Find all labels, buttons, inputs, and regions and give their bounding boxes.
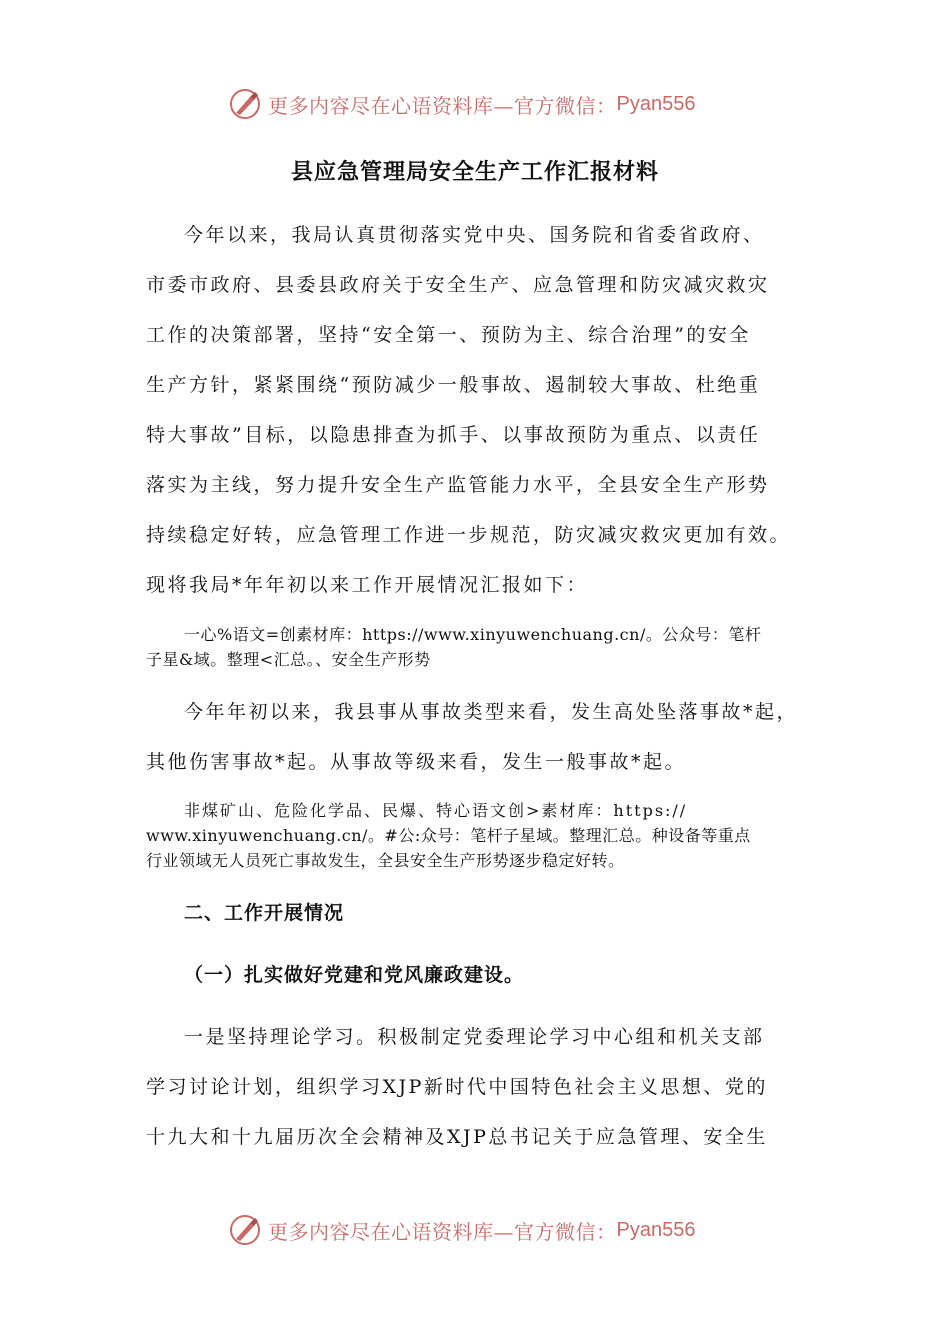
intro-line: 市委市政府、县委县政府关于安全生产、应急管理和防灾减灾救灾 — [146, 274, 770, 296]
note-line: 行业领域无人员死亡事故发生，全县安全生产形势逐步稳定好转。 — [146, 851, 625, 870]
intro-line: 生产方针，紧紧围绕“预防减少一般事故、遏制较大事故、杜绝重 — [146, 374, 761, 396]
banner-wechat-id: Pyan556 — [616, 92, 696, 115]
intro-line: 落实为主线，努力提升安全生产监管能力水平，全县安全生产形势 — [146, 474, 770, 496]
note-line: 非煤矿山、危险化学品、民爆、特心语文创>素材库：https:// — [184, 801, 688, 820]
banner-text: 更多内容尽在心语资料库—官方微信： — [268, 93, 617, 118]
pen-logo-icon — [228, 1213, 262, 1247]
subsection-heading: （一）扎实做好党建和党风廉政建设。 — [184, 964, 525, 986]
banner-text: 更多内容尽在心语资料库—官方微信： — [268, 1219, 617, 1244]
watermark-banner-top — [228, 84, 695, 124]
note-line: www.xinyuwenchuang.cn/。#公:众号：笔杆子星域。整理汇总。种设备等重点 — [146, 826, 751, 845]
intro-line: 持续稳定好转，应急管理工作进一步规范，防灾减灾救灾更加有效。 — [146, 524, 792, 546]
situation-line: 今年年初以来，我县事从事故类型来看，发生高处坠落事故*起， — [184, 701, 799, 723]
situation-line: 其他伤害事故*起。从事故等级来看，发生一般事故*起。 — [146, 751, 687, 773]
note-line: 一心%语文=创素材库：https://www.xinyuwenchuang.cn/。公众号：笔杆 — [184, 625, 762, 644]
intro-line: 工作的决策部署，坚持“安全第一、预防为主、综合治理”的安全 — [146, 324, 751, 346]
pen-logo-icon — [228, 87, 262, 121]
study-line: 学习讨论计划，组织学习XJP新时代中国特色社会主义思想、党的 — [146, 1076, 768, 1098]
intro-line: 今年以来，我局认真贯彻落实党中央、国务院和省委省政府、 — [184, 224, 765, 246]
study-line: 十九大和十九届历次全会精神及XJP总书记关于应急管理、安全生 — [146, 1126, 768, 1148]
intro-line: 特大事故”目标，以隐患排查为抓手、以事故预防为重点、以责任 — [146, 424, 761, 446]
watermark-banner-bottom — [228, 1210, 695, 1250]
intro-line: 现将我局*年年初以来工作开展情况汇报如下： — [146, 574, 589, 596]
note-line: 子星&域。整理<汇总。、安全生产形势 — [146, 650, 431, 669]
document-title: 县应急管理局安全生产工作汇报材料 — [290, 159, 659, 185]
study-line: 一是坚持理论学习。积极制定党委理论学习中心组和机关支部 — [184, 1026, 765, 1048]
section-heading: 二、工作开展情况 — [184, 902, 345, 924]
banner-wechat-id: Pyan556 — [616, 1218, 696, 1241]
